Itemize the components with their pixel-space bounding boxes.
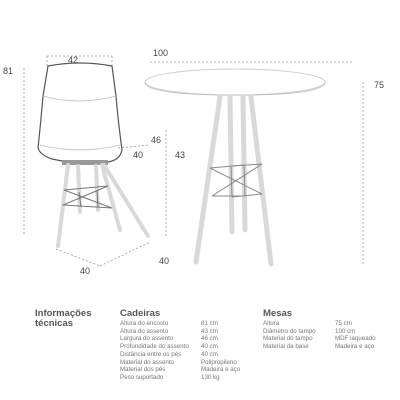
list-item: Polipropileno (201, 358, 237, 366)
list-item: MDF laqueado (335, 335, 376, 343)
specs-title-line2: técnicas (35, 318, 74, 329)
list-item: 100 cm (335, 327, 356, 335)
list-item: 40 cm (201, 343, 218, 351)
list-item: 46 cm (201, 335, 218, 343)
dim-chair-base-left: 40 (80, 266, 91, 276)
dim-chair-base-right: 40 (159, 256, 170, 266)
dim-chair-top-width: 42 (68, 55, 79, 65)
list-item: Material da base (263, 343, 309, 351)
chair-base-left-line (56, 249, 100, 266)
specs-title-line1: Informações (35, 308, 92, 319)
list-item: 43 cm (201, 327, 218, 335)
list-item: Largura do assento (120, 335, 174, 343)
list-item: Altura (263, 320, 280, 327)
list-item: Peso suportado (120, 373, 164, 381)
table-top (145, 69, 325, 95)
dim-chair-height: 81 (3, 66, 14, 76)
dim-chair-seat-height: 43 (175, 150, 186, 160)
dim-table-diameter: 100 (153, 48, 169, 58)
list-item: 130 kg (201, 373, 220, 381)
dim-chair-seat-depth: 40 (133, 150, 144, 160)
list-item: Altura do encosto (120, 320, 169, 327)
list-item: 81 cm (201, 320, 218, 327)
list-item: 40 cm (201, 350, 218, 358)
chairs-heading: Cadeiras (120, 308, 161, 319)
table-drawing (145, 62, 363, 265)
dim-table-height: 75 (374, 80, 385, 90)
chairs-values (201, 320, 256, 382)
list-item: Material dos pés (120, 366, 166, 374)
list-item: 75 cm (335, 320, 352, 327)
dim-chair-seat-width: 46 (151, 135, 162, 145)
tables-heading: Mesas (263, 308, 293, 319)
list-item: Material do assento (120, 358, 174, 366)
list-item: Distância entre os pés (120, 350, 182, 358)
list-item: Madeira e aço (335, 343, 375, 351)
list-item: Altura do assento (120, 327, 169, 335)
list-item: Madeira e aço (201, 366, 241, 374)
list-item: Profundidade do assento (120, 343, 189, 351)
table-metal-frame (210, 164, 262, 197)
table-legs (196, 97, 271, 264)
technical-specs (0, 300, 400, 400)
tables-labels (263, 320, 333, 351)
tables-values (335, 320, 397, 351)
chair-base-right-line (100, 242, 150, 266)
chairs-labels (120, 320, 198, 382)
chair-shell (38, 63, 122, 163)
chair-drawing (24, 56, 166, 266)
list-item: Diâmetro do tampo (263, 327, 316, 335)
list-item: Material do tampo (263, 335, 313, 343)
specs-title (35, 309, 92, 329)
chair-metal-frame (63, 186, 112, 208)
